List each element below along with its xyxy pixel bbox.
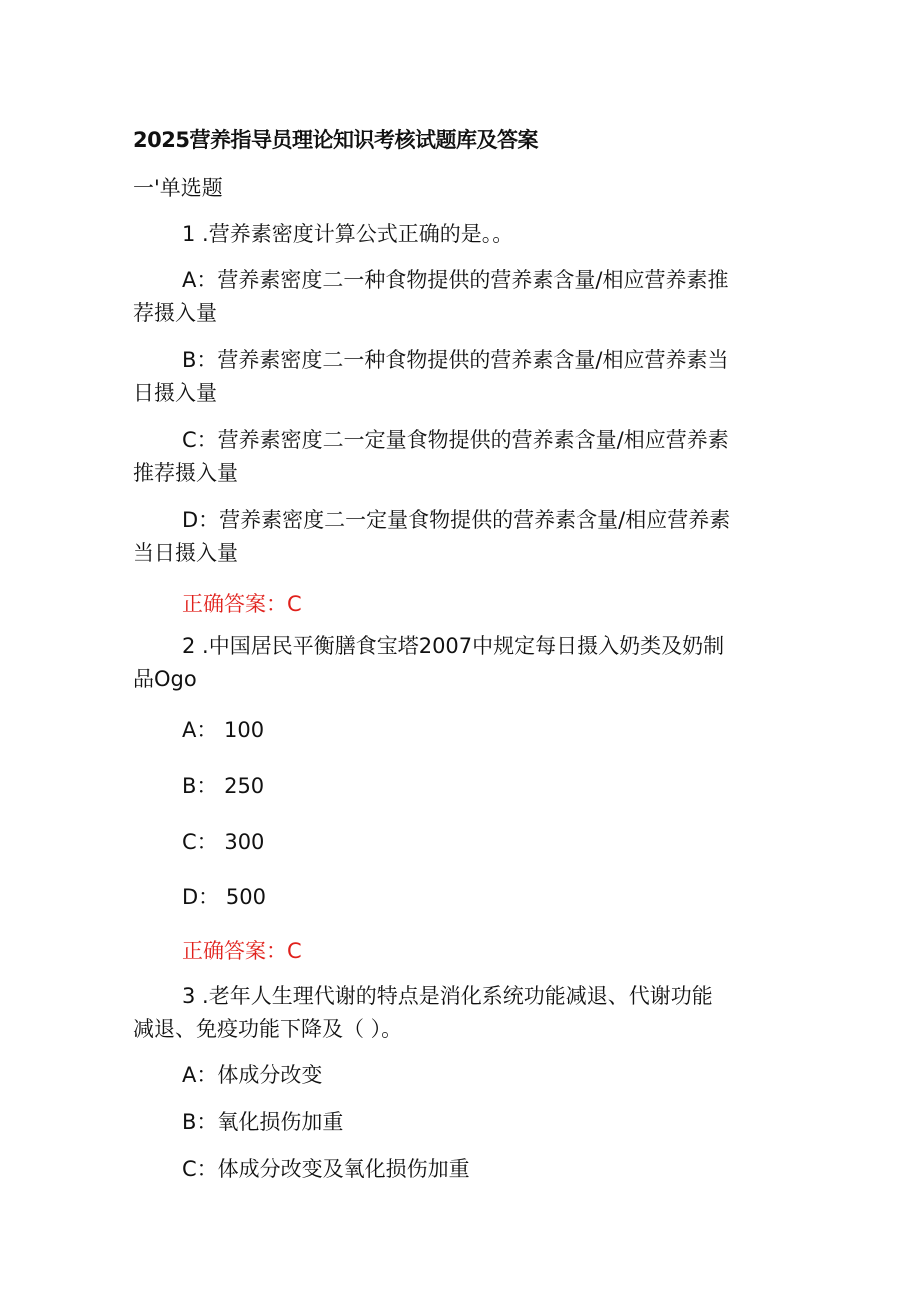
question-2-option-b: B： 250 [182, 774, 265, 798]
question-3-option-b: B：氧化损伤加重 [182, 1110, 344, 1134]
question-1-option-a-cont: 荐摄入量 [133, 301, 217, 325]
question-2-option-c: C： 300 [182, 830, 265, 854]
document-title: 2025营养指导员理论知识考核试题库及答案 [133, 128, 538, 152]
question-1-option-a: A：营养素密度二一种食物提供的营养素含量/相应营养素推 [182, 268, 729, 292]
question-3-option-a: A：体成分改变 [182, 1063, 323, 1087]
question-1-option-b-cont: 日摄入量 [133, 381, 217, 405]
question-1-option-c: C：营养素密度二一定量食物提供的营养素含量/相应营养素 [182, 428, 729, 452]
question-1-stem: 1 .营养素密度计算公式正确的是。。 [182, 222, 514, 246]
question-1-option-c-cont: 推荐摄入量 [133, 461, 238, 485]
section-heading: 一'单选题 [133, 176, 223, 200]
question-3-stem-cont: 减退、免疫功能下降及（ ）。 [133, 1017, 403, 1041]
question-2-option-d: D： 500 [182, 885, 266, 909]
question-1-option-d: D：营养素密度二一定量食物提供的营养素含量/相应营养素 [182, 508, 731, 532]
question-1-answer: 正确答案：C [182, 592, 302, 616]
question-2-stem-cont: 品Ogo [133, 667, 197, 691]
question-3-option-c: C：体成分改变及氧化损伤加重 [182, 1157, 470, 1181]
question-2-option-a: A： 100 [182, 718, 265, 742]
question-2-stem: 2 .中国居民平衡膳食宝塔2007中规定每日摄入奶类及奶制 [182, 634, 725, 658]
question-1-option-b: B：营养素密度二一种食物提供的营养素含量/相应营养素当 [182, 348, 729, 372]
question-1-option-d-cont: 当日摄入量 [133, 541, 238, 565]
question-3-stem: 3 .老年人生理代谢的特点是消化系统功能减退、代谢功能 [182, 984, 713, 1008]
question-2-answer: 正确答案：C [182, 939, 302, 963]
